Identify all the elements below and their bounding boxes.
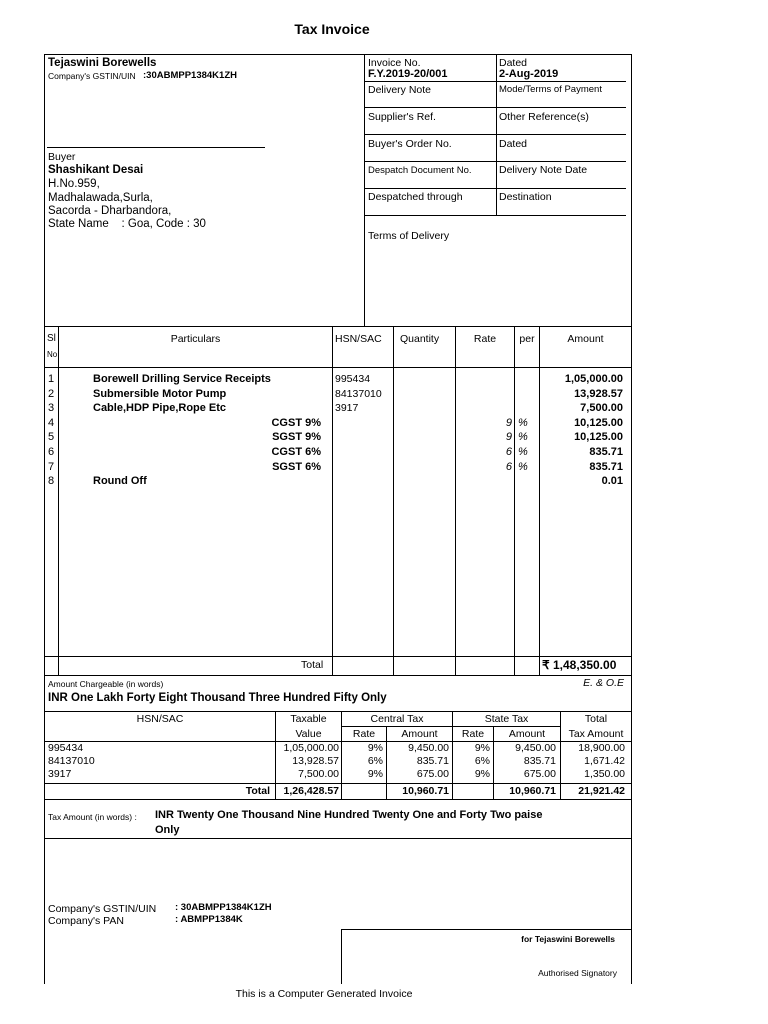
tax-words-label: Tax Amount (in words) :	[48, 812, 137, 822]
amount-words-label: Amount Chargeable (in words)	[48, 679, 164, 689]
tax-total-taxable: 1,26,428.57	[283, 785, 339, 797]
tax-col-c-amount: Amount	[401, 728, 438, 740]
tax-row-s-amount: 675.00	[523, 768, 556, 780]
item-hsn: 3917	[335, 402, 359, 415]
item-sl: 3	[48, 402, 55, 415]
item-desc: Borewell Drilling Service Receipts	[93, 373, 271, 385]
item-per: %	[518, 460, 528, 473]
tax-col-taxable: Taxable	[290, 713, 327, 725]
item-amount: 10,125.00	[574, 416, 623, 429]
mode-terms-label: Mode/Terms of Payment	[499, 84, 602, 95]
destination-label: Destination	[499, 191, 552, 203]
tax-row-c-rate: 9%	[367, 742, 383, 754]
invoice-title: Tax Invoice	[294, 21, 370, 37]
tax-row-total: 1,671.42	[584, 755, 625, 767]
tax-col-s-amount: Amount	[508, 728, 546, 740]
tax-row-c-amount: 9,450.00	[408, 742, 449, 754]
delivery-note-date-label: Delivery Note Date	[499, 164, 588, 176]
item-hsn: 995434	[335, 373, 371, 385]
seller-name: Tejaswini Borewells	[48, 57, 157, 69]
dated-label: Dated	[499, 57, 528, 69]
tax-row-hsn: 84137010	[48, 755, 95, 767]
footer-gstin-value: : 30ABMPP1384K1ZH	[175, 902, 272, 913]
buyer-address-line: Madhalawada,Surla,	[48, 192, 153, 204]
tax-total-state: 10,960.71	[509, 785, 556, 797]
dated-value: 2-Aug-2019	[499, 68, 559, 80]
frame-left	[44, 54, 45, 984]
delivery-note-label: Delivery Note	[368, 84, 432, 96]
item-desc: Round Off	[93, 475, 147, 488]
frame-right	[631, 54, 632, 984]
item-amount: 13,928.57	[574, 387, 623, 400]
tax-row-taxable: 7,500.00	[298, 768, 339, 780]
meta-divider-left	[364, 54, 365, 326]
tax-row-total: 1,350.00	[584, 768, 625, 780]
item-desc: Cable,HDP Pipe,Rope Etc	[93, 402, 227, 415]
tax-row-taxable: 13,928.57	[292, 755, 339, 767]
col-hsn: HSN/SAC	[335, 333, 382, 345]
terms-delivery-label: Terms of Delivery	[368, 230, 450, 242]
item-amount: 1,05,000.00	[564, 373, 623, 385]
tax-words-line2: Only	[155, 824, 180, 836]
for-company: for Tejaswini Borewells	[521, 934, 615, 944]
item-sl: 5	[48, 431, 55, 444]
tax-row-s-rate: 9%	[474, 768, 490, 780]
item-desc: SGST 6%	[272, 460, 321, 473]
item-amount: 7,500.00	[580, 402, 623, 415]
eoe-label: E. & O.E	[583, 677, 624, 689]
item-rate: 9	[505, 431, 512, 444]
despatch-doc-label: Despatch Document No.	[368, 165, 472, 176]
tax-total-central: 10,960.71	[402, 785, 449, 797]
frame-top	[44, 54, 632, 55]
item-sl: 4	[48, 416, 55, 429]
despatched-through-label: Despatched through	[368, 191, 463, 203]
supplier-ref-label: Supplier's Ref.	[368, 111, 436, 123]
tax-row-total: 18,900.00	[578, 742, 625, 754]
buyer-order-label: Buyer's Order No.	[368, 138, 452, 150]
tax-row-hsn: 995434	[48, 742, 84, 754]
computer-generated-note: This is a Computer Generated Invoice	[235, 988, 413, 1000]
tax-row-c-rate: 6%	[367, 755, 383, 767]
dated2-label: Dated	[499, 138, 528, 150]
tax-row-c-amount: 835.71	[416, 755, 449, 767]
other-ref-label: Other Reference(s)	[499, 111, 589, 123]
item-rate: 6	[505, 446, 512, 458]
buyer-state: State Name : Goa, Code : 30	[48, 218, 206, 230]
item-amount: 835.71	[589, 460, 623, 473]
item-sl: 2	[48, 387, 55, 400]
meta-divider-mid	[496, 54, 497, 216]
tax-col-central: Central Tax	[370, 713, 424, 725]
item-desc: SGST 9%	[272, 431, 321, 444]
col-sl: Sl	[47, 333, 56, 344]
tax-row-s-rate: 6%	[474, 755, 490, 767]
item-sl: 8	[48, 475, 55, 488]
item-desc: CGST 6%	[271, 446, 321, 458]
seller-gstin-value: :30ABMPP1384K1ZH	[143, 70, 237, 81]
tax-row-hsn: 3917	[48, 768, 72, 780]
col-amount: Amount	[567, 333, 604, 345]
col-no: No.	[47, 350, 60, 359]
item-sl: 1	[48, 373, 55, 385]
tax-row-s-amount: 835.71	[523, 755, 556, 767]
tax-row-taxable: 1,05,000.00	[283, 742, 339, 754]
col-particulars: Particulars	[170, 333, 221, 345]
item-per: %	[518, 446, 528, 458]
buyer-name: Shashikant Desai	[48, 164, 144, 176]
footer-pan-label: Company's PAN	[48, 915, 124, 927]
items-total-label: Total	[301, 659, 324, 671]
item-sl: 7	[48, 460, 55, 473]
col-rate: Rate	[473, 333, 497, 345]
seller-gstin-label: Company's GSTIN/UIN	[48, 71, 136, 81]
item-rate: 6	[505, 460, 512, 473]
tax-total-label: Total	[245, 785, 270, 797]
tax-row-s-rate: 9%	[474, 742, 490, 754]
buyer-address-line: H.No.959,	[48, 178, 100, 190]
tax-words-line1: INR Twenty One Thousand Nine Hundred Twenty One and Forty Two paise	[155, 809, 543, 821]
tax-col-value: Value	[295, 728, 322, 740]
tax-col-tax-amount: Tax Amount	[568, 728, 624, 740]
invoice-no-value: F.Y.2019-20/001	[368, 68, 448, 80]
footer-pan-value: : ABMPP1384K	[175, 914, 243, 925]
tax-row-c-rate: 9%	[367, 768, 383, 780]
tax-col-c-rate: Rate	[352, 728, 376, 740]
buyer-address-line: Sacorda - Dharbandora,	[48, 205, 172, 217]
seller-divider	[47, 147, 265, 148]
amount-words: INR One Lakh Forty Eight Thousand Three Hundred Fifty Only	[48, 692, 387, 704]
invoice-no-label: Invoice No.	[368, 57, 421, 69]
col-per: per	[519, 333, 535, 345]
col-quantity: Quantity	[400, 333, 440, 345]
tax-row-c-amount: 675.00	[416, 768, 449, 780]
item-desc: Submersible Motor Pump	[93, 387, 227, 400]
item-amount: 835.71	[589, 446, 623, 458]
tax-col-s-rate: Rate	[461, 728, 485, 740]
buyer-label: Buyer	[48, 151, 76, 163]
tax-col-hsn: HSN/SAC	[136, 713, 184, 725]
tax-total-total: 21,921.42	[578, 785, 625, 797]
tax-row-s-amount: 9,450.00	[515, 742, 556, 754]
tax-col-state: State Tax	[484, 713, 529, 725]
item-rate: 9	[505, 416, 512, 429]
item-amount: 0.01	[601, 475, 623, 488]
item-hsn: 84137010	[335, 387, 382, 400]
item-amount: 10,125.00	[574, 431, 623, 444]
tax-col-total: Total	[584, 713, 608, 725]
item-sl: 6	[48, 446, 55, 458]
items-total-amount: ₹ 1,48,350.00	[542, 658, 617, 672]
item-per: %	[518, 416, 528, 429]
footer-gstin-label: Company's GSTIN/UIN	[48, 903, 157, 915]
item-per: %	[518, 431, 528, 444]
item-desc: CGST 9%	[271, 416, 321, 429]
authorised-signatory: Authorised Signatory	[538, 968, 617, 978]
